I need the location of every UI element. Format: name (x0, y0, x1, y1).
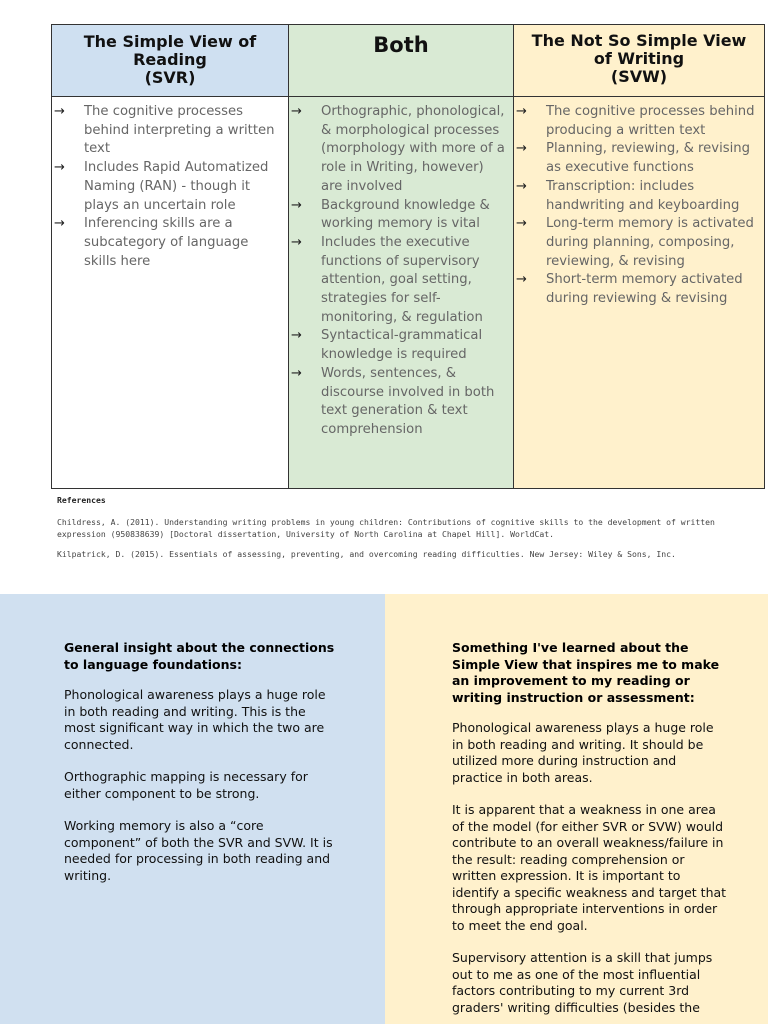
both-list (289, 97, 513, 440)
list-item-text: Syntactical-grammatical knowledge is required (321, 328, 483, 363)
comparison-table (51, 24, 765, 489)
reference-item: Childress, A. (2011). Understanding writing problems in young children: Contributions of cognitive skills to the development of written expression (950838639) [Doctoral dissertation, University of North Carolina at Chapel Hill]. WorldCat. (57, 517, 715, 539)
arrow-icon: → (54, 104, 65, 119)
list-item-text: Long-term memory is activated during planning, composing, reviewing, & revising (546, 216, 754, 269)
list-item-text: The cognitive processes behind interpreting a written text (84, 104, 275, 157)
column-both (289, 97, 514, 488)
list-item (289, 365, 509, 440)
header-line: of Writing (593, 49, 685, 68)
list-item-text: Short-term memory activated during reviewing & revising (546, 272, 743, 307)
reference-item: Kilpatrick, D. (2015). Essentials of assessing, preventing, and overcoming reading difficulties. New Jersey: Wiley & Sons, Inc. (57, 549, 676, 559)
learned-paragraph: Phonological awareness plays a huge role in both reading and writing. It should be utilized more during instruction and practice in both areas. (452, 720, 714, 785)
insight-paragraph: Working memory is also a “core component” of both the SVR and SVW. It is needed for processing in both reading and writing. (64, 818, 333, 883)
list-item (52, 103, 284, 159)
arrow-icon: → (291, 104, 302, 119)
insight-heading: General insight about the connections to language foundations: (64, 640, 335, 672)
list-item-text: Planning, reviewing, & revising as executive functions (546, 141, 751, 176)
arrow-icon: → (516, 216, 527, 232)
references-section (57, 494, 737, 568)
list-item (514, 103, 760, 140)
learned-panel (385, 594, 768, 1024)
svr-list (52, 97, 288, 271)
header-both (289, 25, 514, 97)
list-item (514, 215, 760, 271)
column-svr (52, 97, 289, 488)
list-item (514, 178, 760, 215)
column-svw (514, 97, 764, 488)
list-item-text: The cognitive processes behind producing a written text (546, 104, 755, 138)
learned-heading: Something I've learned about the Simple View that inspires me to make an improvement to my reading or writing instruction or assessment: (452, 640, 720, 705)
list-item (52, 215, 284, 271)
arrow-icon: → (54, 160, 65, 176)
arrow-icon: → (291, 197, 302, 213)
list-item (289, 103, 509, 197)
list-item-text: Words, sentences, & discourse involved in both text generation & text comprehension (321, 365, 495, 437)
list-item-text: Transcription: includes handwriting and keyboarding (546, 178, 740, 213)
arrow-icon: → (516, 178, 527, 194)
header-line: Reading (133, 50, 207, 69)
list-item (52, 159, 284, 215)
arrow-icon: → (54, 216, 65, 232)
list-item (514, 140, 760, 177)
list-item-text: Includes Rapid Automatized Naming (RAN) - though it plays an uncertain role (84, 160, 269, 213)
arrow-icon: → (516, 104, 527, 119)
list-item (289, 234, 509, 328)
insight-paragraph: Phonological awareness plays a huge role in both reading and writing. This is the most significant way in which the two are connected. (64, 687, 326, 752)
insight-panel (0, 594, 385, 1024)
list-item-text: Orthographic, phonological, & morphological processes (morphology with more of a role in Writing, however) are involved (321, 104, 505, 194)
list-item (514, 271, 760, 308)
header-line: Both (373, 33, 429, 57)
references-heading: References (57, 495, 106, 505)
arrow-icon: → (291, 234, 302, 250)
header-line: The Simple View of (83, 32, 257, 51)
header-line: (SVW) (610, 67, 668, 86)
list-item (289, 197, 509, 234)
header-svw (514, 25, 764, 97)
header-line: (SVR) (144, 68, 196, 87)
arrow-icon: → (516, 272, 527, 288)
svw-list (514, 97, 764, 309)
list-item-text: Background knowledge & working memory is vital (321, 197, 490, 232)
list-item (289, 327, 509, 364)
header-line: The Not So Simple View (531, 31, 747, 50)
learned-paragraph: Supervisory attention is a skill that jumps out to me as one of the most influential factors contributing to my current 3rd graders' writing difficulties (besides the (452, 950, 713, 1015)
arrow-icon: → (516, 141, 527, 157)
arrow-icon: → (291, 365, 302, 381)
header-svr (52, 25, 289, 97)
list-item-text: Inferencing skills are a subcategory of language skills here (84, 216, 249, 269)
learned-paragraph: It is apparent that a weakness in one area of the model (for either SVR or SVW) would contribute to an overall weakness/failure in the result: reading comprehension or written expression. It is important to identify a specific weakness and target that through appropriate interventions in order to meet the end goal. (452, 802, 727, 933)
list-item-text: Includes the executive functions of supervisory attention, goal setting, strategies for self-monitoring, & regulation (321, 234, 483, 325)
arrow-icon: → (291, 328, 302, 344)
insight-paragraph: Orthographic mapping is necessary for either component to be strong. (64, 769, 308, 801)
